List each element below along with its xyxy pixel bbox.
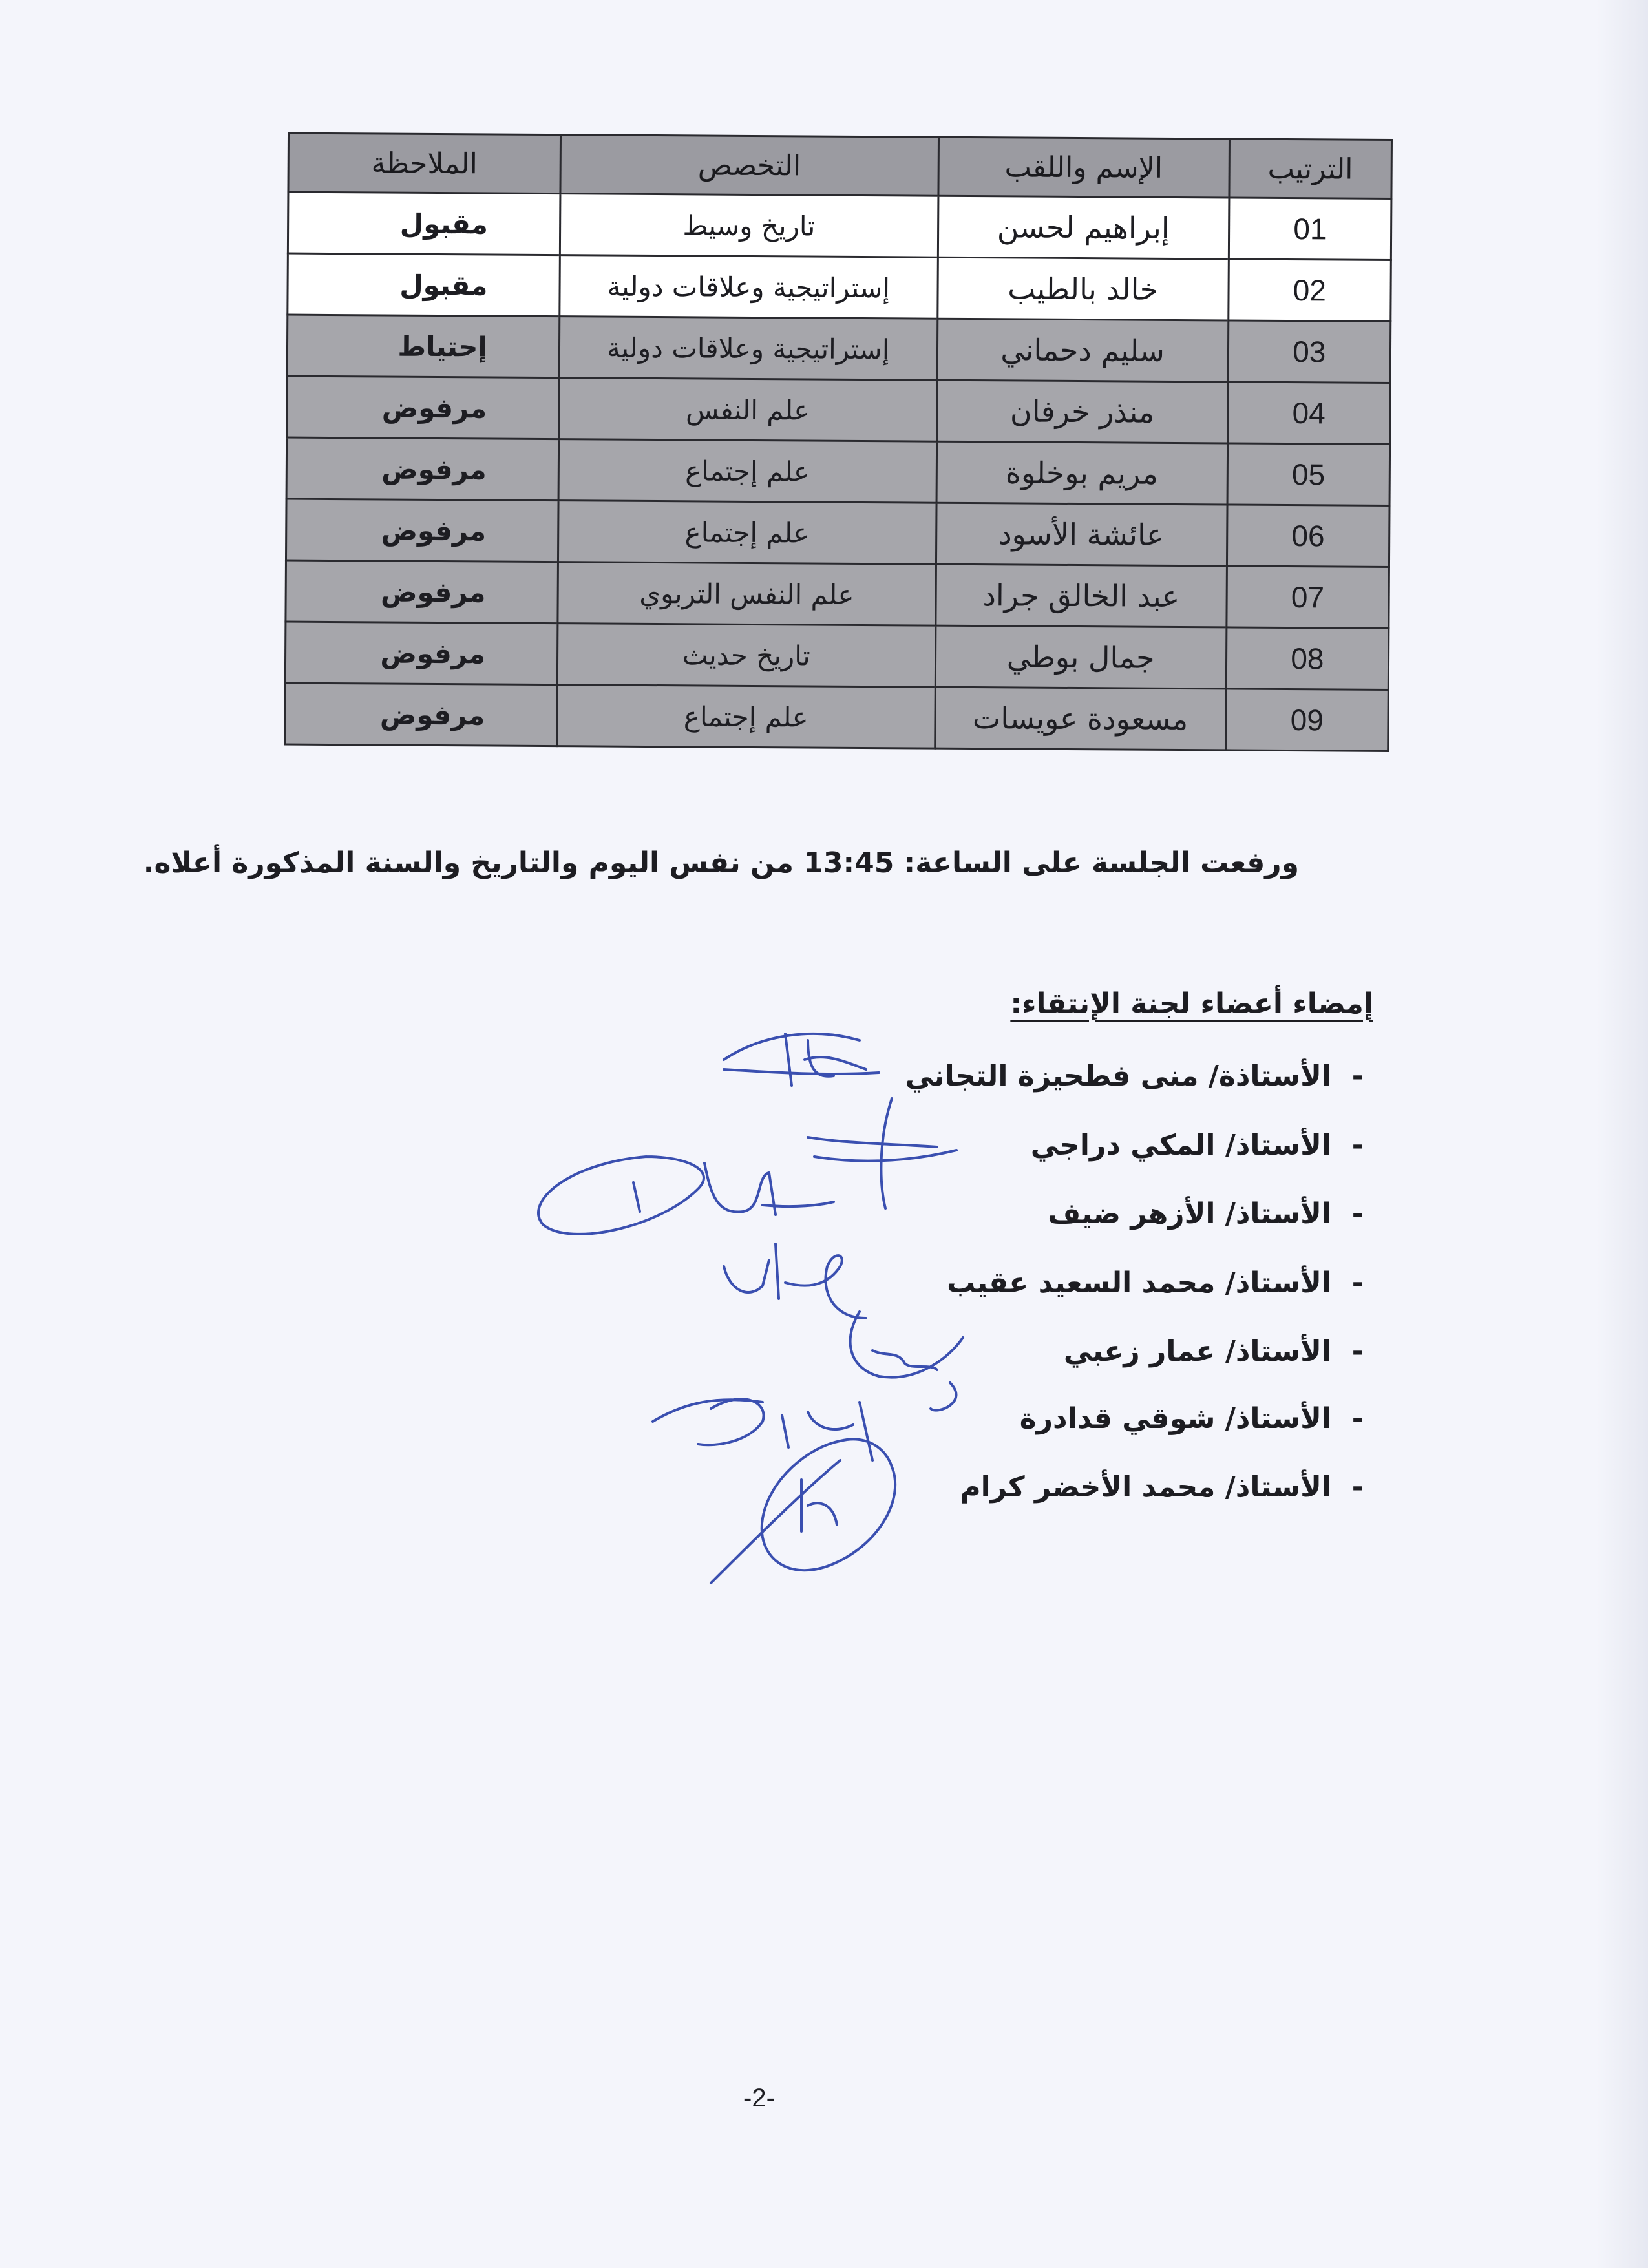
table-row — [286, 499, 1389, 567]
signature-7 — [711, 1439, 895, 1583]
table-row — [285, 622, 1389, 689]
cell-note: مرفوض — [285, 622, 557, 685]
signature-3 — [538, 1157, 834, 1234]
cell-note: مرفوض — [286, 437, 558, 501]
cell-name: سليم دحماني — [937, 319, 1229, 382]
cell-specialty: علم إجتماع — [558, 439, 936, 503]
cell-name: عبد الخالق جراد — [936, 564, 1227, 627]
cell-rank: 03 — [1228, 320, 1391, 383]
table-body — [285, 192, 1391, 751]
committee-signatures-heading: إمضاء أعضاء لجنة الإنتقاء: — [1010, 987, 1373, 1020]
cell-specialty: علم النفس التربوي — [558, 562, 936, 626]
cell-name: مسعودة عويسات — [935, 687, 1226, 750]
paper-edge-shadow — [1596, 0, 1648, 2268]
cell-name: جمال بوطي — [935, 625, 1227, 689]
cell-specialty: علم إجتماع — [558, 501, 936, 565]
cell-name: منذر خرفان — [936, 380, 1228, 443]
header-name: الإسم واللقب — [938, 137, 1230, 198]
cell-note: إحتياط — [287, 315, 559, 378]
committee-member: الأستاذ/ الأزهر ضيف — [1048, 1197, 1331, 1230]
cell-rank: 02 — [1228, 259, 1391, 322]
cell-specialty: إستراتيجية وعلاقات دولية — [559, 317, 937, 381]
cell-specialty: إستراتيجية وعلاقات دولية — [560, 255, 938, 319]
committee-member: الأستاذة/ منى فطحيزة التجاني — [905, 1060, 1331, 1093]
cell-note: مرفوض — [286, 560, 558, 624]
cell-note: مرفوض — [285, 683, 557, 746]
page-number: -2- — [743, 2084, 775, 2112]
member-bullet: - — [1351, 1402, 1364, 1435]
table-row — [288, 253, 1391, 321]
cell-name: إبراهيم لحسن — [938, 196, 1229, 259]
header-specialty: التخصص — [560, 135, 938, 196]
signature-6 — [653, 1399, 872, 1460]
signature-stroke-group — [538, 1034, 963, 1583]
member-bullet: - — [1351, 1197, 1364, 1230]
table-row — [288, 192, 1391, 260]
signature-2 — [808, 1098, 956, 1208]
session-closing-statement: ورفعت الجلسة على الساعة: 13:45 من نفس اليوم والتاريخ والسنة المذكورة أعلاه. — [143, 846, 1299, 879]
cell-name: مريم بوخلوة — [936, 441, 1228, 505]
committee-member: الأستاذ/ محمد الأخضر كرام — [960, 1471, 1331, 1504]
cell-rank: 01 — [1229, 198, 1391, 260]
cell-name: عائشة الأسود — [936, 503, 1227, 566]
cell-note: مقبول — [288, 192, 560, 255]
committee-member: الأستاذ/ محمد السعيد عقيب — [947, 1266, 1331, 1299]
member-bullet: - — [1351, 1335, 1364, 1368]
committee-member: الأستاذ/ شوقي قدادرة — [1019, 1402, 1331, 1435]
member-bullet: - — [1351, 1060, 1364, 1093]
cell-note: مرفوض — [286, 499, 558, 562]
signature-4 — [724, 1244, 866, 1318]
results-table — [284, 132, 1393, 752]
member-bullet: - — [1351, 1129, 1364, 1162]
table-row — [286, 437, 1390, 505]
header-note: الملاحظة — [288, 133, 560, 194]
cell-name: خالد بالطيب — [937, 257, 1229, 320]
signature-5 — [850, 1312, 963, 1411]
cell-rank: 09 — [1225, 689, 1388, 751]
header-rank: الترتيب — [1229, 139, 1392, 199]
cell-specialty: علم إجتماع — [557, 685, 935, 749]
table-header-row — [288, 133, 1392, 198]
table-row — [287, 376, 1391, 444]
cell-rank: 05 — [1227, 443, 1390, 506]
cell-rank: 08 — [1226, 627, 1389, 690]
signature-1 — [724, 1034, 879, 1086]
committee-member: الأستاذ/ عمار زعبي — [1063, 1335, 1331, 1368]
member-bullet: - — [1351, 1266, 1364, 1299]
cell-note: مرفوض — [287, 376, 559, 439]
cell-specialty: تاريخ وسيط — [560, 194, 938, 258]
cell-specialty: تاريخ حديث — [557, 624, 935, 688]
table-row — [285, 683, 1389, 751]
cell-rank: 04 — [1227, 382, 1390, 445]
cell-note: مقبول — [288, 253, 560, 317]
member-bullet: - — [1351, 1471, 1364, 1504]
table-row — [286, 560, 1389, 628]
cell-rank: 07 — [1226, 566, 1389, 629]
table-row — [287, 315, 1391, 383]
cell-specialty: علم النفس — [558, 378, 936, 442]
cell-rank: 06 — [1227, 505, 1389, 567]
committee-member: الأستاذ/ المكي دراجي — [1030, 1129, 1331, 1162]
